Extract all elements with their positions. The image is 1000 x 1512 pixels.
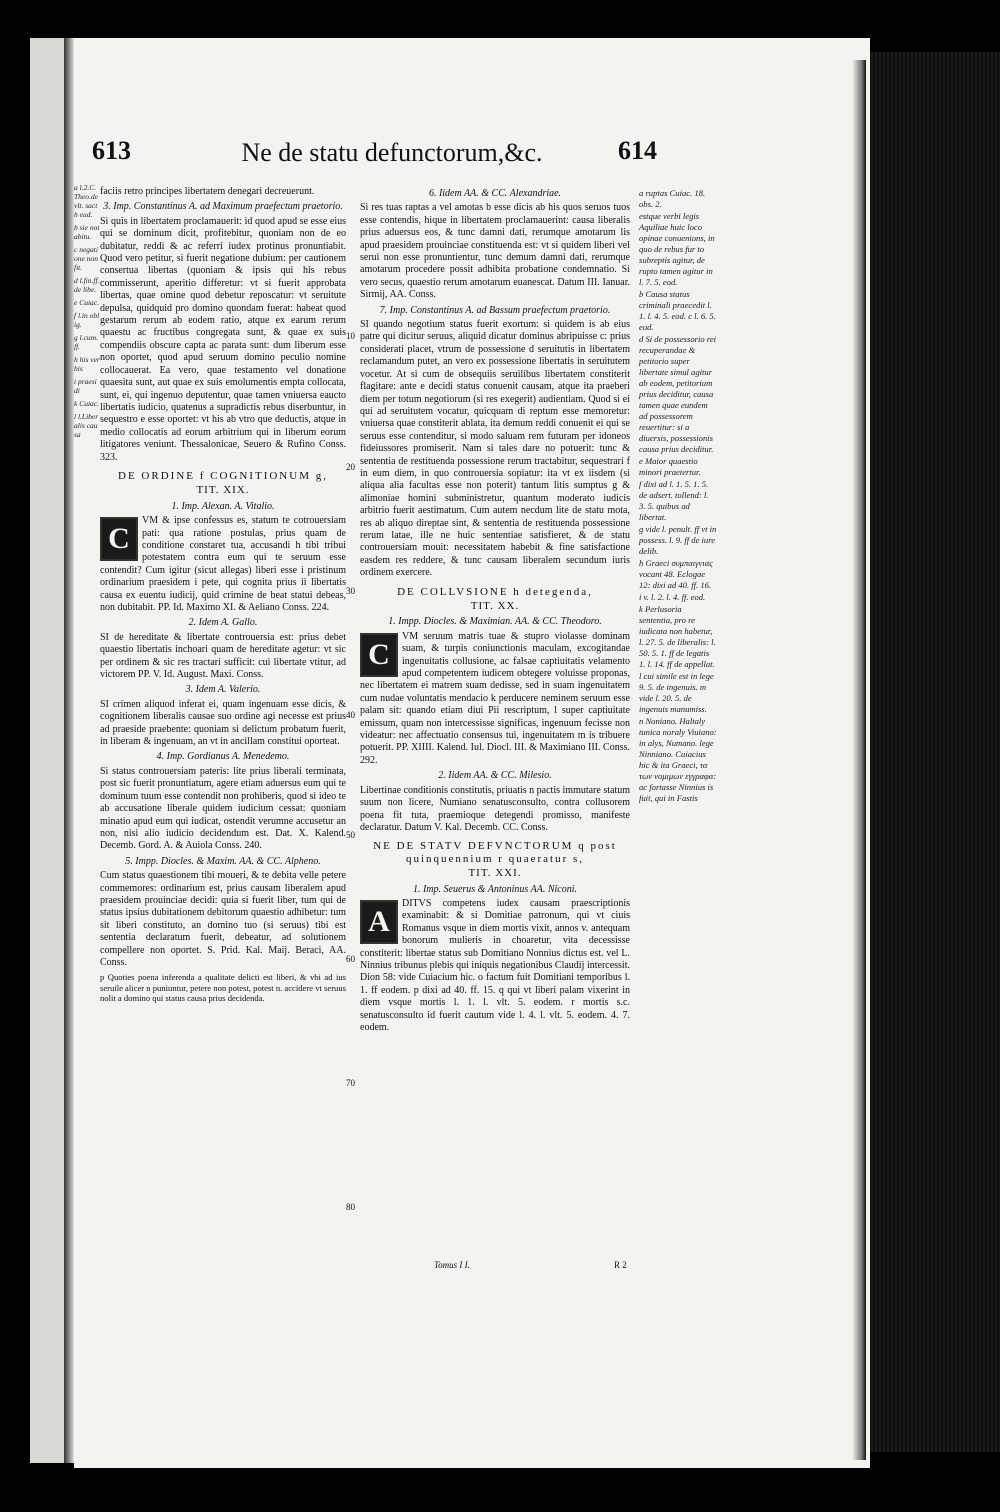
law-inscription: 3. Imp. Constantinus A. ad Maximum praefectum praetorio.	[103, 201, 343, 213]
book-fore-edge	[862, 52, 1000, 1452]
decorated-initial: C	[360, 633, 398, 677]
right-page-number: 614	[618, 136, 657, 165]
side-note: n Noniano. Haltaly tunica noraly Viuiano: in alys, Numano. lege Ninniano. Cuiacius hic & ita Graeci, τα των νομιμων εγγραφα: ac fortasse Ninnius is fuit, qui in Fastis	[639, 716, 717, 803]
section-title: DE ORDINE f COGNITIONUM g,	[118, 469, 328, 482]
line-number: 80	[346, 1202, 355, 1212]
footer-signature: R 2	[614, 1260, 627, 1270]
law-inscription: 2. Idem A. Gallo.	[188, 617, 258, 629]
margin-note: d l.fin.ff.de libe.	[74, 276, 100, 294]
left-text-column	[100, 186, 346, 1007]
side-note: a ruptas Cuiac. 18. obs. 2.	[639, 188, 706, 209]
law-text: SI crimen aliquod inferat ei, quam ingenuam esse dicis, & cognitionem liberalis causae suo ordine agi necesse est prius ad praeside praebente: quoniam si delictum probatum fuerit, in liberam & ingenuam, an vt in ancillam constitui oporteat.	[100, 698, 346, 748]
law-text: SI de hereditate & libertate controuersia est: prius debet quaestio libertatis inchoari quam de hereditate agetur: vt sic per ordinem & sic res tractari sufficit: cui libertate vtitur, ad victorem PP. V. Id. August. Maxi. Conss.	[100, 631, 346, 681]
side-note: l cui simile est in lege 9. 5. de ingenuis. m vide l. 20. 5. de ingenuis manumiss.	[639, 671, 714, 714]
right-text-column	[360, 186, 630, 1037]
margin-note: l l.Liberalis causa	[74, 412, 99, 439]
section-title: NE DE STATV DEFVNCTORUM q post quinquennium r quaeratur s,	[373, 840, 617, 865]
law-text: Libertinae conditionis constitutis, priuatis n pactis immutare statum suum non licere, Numiano senatusconsulto, contra collusorem poena fit tuta, praemioque detegendi promisso, manifeste declaratur. Datum V. Kal. Decemb. CC. Conss.	[360, 784, 630, 833]
law-inscription: 5. Impp. Diocles. & Maxim. AA. & CC. Alpheno.	[125, 855, 321, 867]
law-inscription: 2. Iidem AA. & CC. Milesio.	[438, 770, 552, 782]
facing-page-edge	[30, 38, 65, 1463]
line-number: 10	[346, 331, 355, 341]
law-text-block	[100, 515, 346, 614]
book-gutter	[64, 38, 74, 1463]
margin-note: i praesidi	[74, 377, 97, 395]
margin-note: e Cuiac.	[74, 298, 99, 307]
line-number: 40	[346, 710, 355, 720]
right-margin-notes	[639, 188, 717, 805]
law-inscription: 1. Impp. Diocles. & Maximian. AA. & CC. Theodoro.	[388, 616, 602, 628]
law-text: VM seruum matris tuae & stupro violasse dominam suam, & turpis coniunctionis maculam, excogitandae ingenuitatis collusione, ac falsae captiuitatis velamento apud competentem iudicem obtegere voluisse proponas, nec libertatem ei matrem suam dedisse, sed in suam ingenuitatem cum nudae voluntatis mendacio k perducere neminem seruum esse palam sit: quando etiam diui Pii rescriptum, l super captiuitate emissum, quam non intercessisse significas, ingenuum fecisse non videatur: nec affectuatio consensus tui, ingenuitatem m is tribuere potuerit. PP. XIIII. Kalend. Iul. Diocl. III. & Maximiano III. Conss. 292.	[360, 630, 630, 766]
law-text-block	[360, 631, 630, 767]
side-note: f dixi ad l. 1. 5. 1. 5. de adsert. tollend: l. 3. 5. quibus ad libertat.	[639, 479, 709, 522]
page-edge-shadow	[852, 60, 866, 1460]
title-number: TIT. XXI.	[468, 867, 522, 880]
side-note: estque verbi legis Aquiliae huic loco opinae conuenions, in quo de rebus fur to subreptis agitur, de rupto tamen agitur in l. 7. 5. eod.	[639, 211, 715, 287]
law-text: Si status controuersiam pateris: lite prius liberali terminata, post sic fuerit pronuntiatum, agere etiam aduersus eum qui te dominum tuum esse contendit non prohiberis, quod si ideo te ab accusatione liberale quidem iudicium cessat: quoniam minatio apud eum qui iudicat, ostendit verumne accusetur an non, nisi alio iudicio decidendum est. Dat. X. Kalend. Decemb. Gord. A. & Auiola Conss. 240.	[100, 765, 346, 852]
running-head: Ne de statu defunctorum,&c.	[241, 138, 543, 167]
law-text-block	[360, 898, 630, 1034]
law-inscription: 1. Imp. Seuerus & Antoninus AA. Niconi.	[412, 883, 578, 895]
law-inscription: 4. Imp. Gordianus A. Menedemo.	[156, 751, 290, 763]
section-title: DE COLLVSIONE h detegenda,	[397, 585, 593, 598]
margin-note: h his verbis	[74, 355, 100, 373]
side-note: b Causa status criminali praecedit l. 1. l. 4. 5. eod. c l. 6. 5. eod.	[639, 289, 716, 332]
law-text: VM & ipse confessus es, statum te cotrouersiam pati: qua ratione postulas, prius quam de conditione constaret tua, accusandi h tibi tribui potestatem contra eum qui te seruum esse contendit? Cum igitur (sicut allegas) liberi esse i pristinum ordinarium praesidem i pete, qui cognita prius ii libertatis causa ex euentu iudicij, quid crimine de beat statui debeas, non dubitabit. PP. Id. Maximo XI. & Aeliano Conss. 224.	[100, 515, 346, 613]
left-page-number: 613	[92, 136, 131, 165]
title-number: TIT. XX.	[470, 600, 520, 612]
left-margin-notes	[74, 183, 100, 1223]
side-note: e Maior quaestio minori praetertur.	[639, 456, 701, 477]
line-number: 50	[346, 830, 355, 840]
line-number: 30	[346, 586, 355, 596]
law-text: Cum status quaestionem tibi moueri, & te debita velle petere commemores: ordinarium est, prius causam liberalem apud praesidem prouinciae decidi: quia si fuerit liber, tum qui de status ipsius dubitationem debitorum quaestio adhibetur: tum sit liberi constituto, an domino tuo (si seruus) tibi est sententia declaratum fuerit, debeatur, ad solutionem compellere non oportet. S. Prid. Kal. Maij. Beraci, AA. Conss.	[100, 870, 346, 968]
side-note: d Si de possessorio rei recuperandae & petitorio super libertate simul agitur ab eodem, petitorium prius deciditur, causa tamen quae eundem ad possessorem reuertitur: si a diuersis, possessionis causa prius deciditur.	[639, 334, 717, 454]
law-inscription: 3. Idem A. Valerio.	[185, 684, 261, 696]
line-number: 20	[346, 462, 355, 472]
side-note: h Graeci συμπαιγνιας vocant 48. Eclogae 12: dixi ad 40. ff. 16.	[639, 558, 713, 590]
margin-note: f l.in oblig.	[74, 311, 100, 329]
decorated-initial: A	[360, 900, 398, 944]
side-note: g vide l. penult. ff vt in possess. l. 9. ff de iure delib.	[639, 524, 717, 556]
margin-note: c negatione non fit.	[74, 245, 98, 272]
law-text: DITVS competens iudex causam praescriptionis examinabit: & si Domitiae patronum, qui vt ciuis Romanus vsque in diem mortis vixit, annos v. antequam bonorum mulieris in choaretur, vita decessisse constiterit: libertae status sub Domitiano Nonnius dictus est. vel L. Ninnius tribunus plebis qui iniquis negationibus Claudij intercessit. Dion 58: vide Cuiacium hic. o factum fuit Domitiani temporibus l. 1. ff eodem. p dixi ad 40. ff. 15. q qui vt liberi palam vixerint in diem vsque mortis l. 1. l. vlt. 5. eodem. r mortis s.c. senatusconsulto id fuerit cautum vide l. 4. l. vlt. 5. eodem. 4. 7. eodem.	[360, 897, 630, 1033]
margin-note: b sie notabitu.	[74, 223, 100, 241]
decorated-initial: C	[100, 517, 138, 561]
law-inscription: 1. Imp. Alexan. A. Vitalio.	[171, 500, 275, 512]
footnote: p Quoties poena inferenda a qualitate delicti est liberi, & vbi ad ius seruile alicer n puniuntur, petere non potest, potest n. accidere vt seruus nolit a domino qui status causa prius decidenda.	[100, 972, 346, 1004]
law-inscription: 6. Iidem AA. & CC. Alexandriae.	[428, 188, 562, 199]
law-text: SI quando negotium status fuerit exortum: si quidem is ab eius patre qui dicitur seruus, aliquid dicatur dominus abripuisse c: prius considerati placet, vtrum de possessione d seruitutis in libertatem reclamandum putet, an vero ex possessione libertatis in seruitutem vocetur. At si cum de obsequiis seruilibus libertatem constiterit flagitare: ante e decidi status conuenit causam, atque ita praeberi diem per totum negotiorum (si res exegerit) audientiam. Quod si ei qui ad seruitutem vocatur, quicquam di reptum esse memoretur: vniuersa quae constiterit ablata, ita demum reddi conuenit ei qui se seruus esse contenditur, si modo saluam rem futuram per idoneos fideiussores promiserit. Nam si tales dare no potuerit: tunc & sententia de restituenda possessione rerum tractabitur, sequestrari f in eum diem, in quo controuersia sopiatur: ita vt ex iisdem (si aliqua alia facultas esse non poterit) tantum litis sumptus g & alimoniae homini subministretur, quantum moderato iudicis arbitrio fuerit aestimatum. Cum autem necdum lite de statu mota, res ab aliquo direptae sint, & sententia de restituenda possessione rerum latae, ille ne huic sententiae satisfieret, & de statu controuersiam mouit: necessitatem habebit & fine satisfactione easdem res reddere, & tunc causam liberalem secundum iuris ordinem exercere.	[360, 319, 630, 579]
side-note: i v. l. 2. l. 4. ff. eod.	[639, 592, 706, 602]
title-number: TIT. XIX.	[196, 484, 250, 497]
law-inscription: 7. Imp. Constantinus A. ad Bassum praefectum praetorio.	[379, 304, 611, 316]
opening-text: faciis retro principes libertatem denegari decreuerunt.	[100, 186, 315, 197]
margin-note: g l.cum.ff.	[74, 333, 98, 351]
line-number: 70	[346, 1078, 355, 1088]
margin-note: a l.2.C.Theo.de vlt. sacth eud.	[74, 183, 98, 219]
law-text: Si quis in libertatem proclamauerit: id quod apud se esse eius qui se dominum dicit, profitebitur, quoniam non de eo dubitatur, reddi & ac referri iudex protinus pronuntiabit. Quod vero petitur, si fuerit negatione dubium: per cautionem consertua libertas (quoniam & ipsis qui his rebus commisserunt, aperitio differetur: vt si fuerit approbata libertas, quae omine quod debetur reposcatur: vt seruitute depulsa, quidquid pro domino quondam fuerat: habeat quod gestarum rerum ab eodem ratio, atque ex earum rerum quaestu ac fructibus congregata sunt, & quae ex suis compendiis obscure capta ac parata sunt: dum liberum esse non oportet, quod apud seruum domino peculio nomine collocauerat. Ea vero, quae testamento vel donatione quaesita sunt, aut quae ex suis emolumentis empta collocata, sunt, ei, qui ingenuo deputentur, quae tamen vniuersa eaucto libertatis iudicio, quatenus a supradictis rebus diserbuntur, in sequestro e esse oportet: vt his ab vtro que deductis, atque in medio collocatis ad eorum arbitrium qui in liberum eorum litigatores veniunt. Thessalonicae, Seuero & Rufino Conss. 323.	[100, 215, 346, 463]
book-page	[74, 38, 870, 1468]
side-note: k Perlusoria sententia, pro re iudicata non habetur, l. 27. 5. de liberalis: l. 50. 5. 1. ff de legatis 1. l. 14. ff de appellat.	[639, 604, 716, 669]
law-text: Si res tuas raptas a vel amotas b esse dicis ab his quos seruos tuos esse contendis, hique in libertatem proclamauerint: causa liberalis prius aduersus eos, & tunc damni dati, rerumque amotarum lis apud praesidem prouinciae constituenda est: vt si quidem liberi vel serui non esse pronuntientur, tunc demum damni dati, rerumque amotarum procedere possit adhibita probatione condemnatio. Si vero secus, quaestio rerum amotarum euanescat. Datum III. Ianuar. Sirmij, AA. Conss.	[360, 202, 630, 301]
line-number: 60	[346, 954, 355, 964]
margin-note: k Cuiac.	[74, 399, 99, 408]
footer-volume: Tomus I I.	[434, 1260, 470, 1270]
